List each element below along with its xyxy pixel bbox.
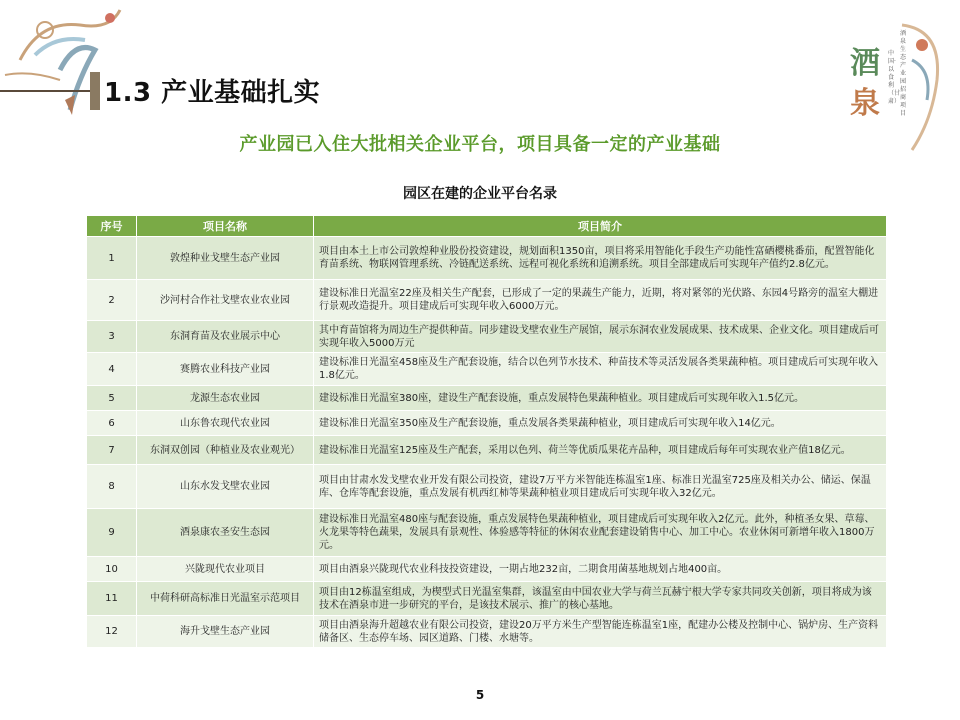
row-no: 9 xyxy=(87,509,137,557)
header-no: 序号 xyxy=(87,216,137,237)
table-row xyxy=(87,436,887,465)
row-name: 酒泉康农圣安生态园 xyxy=(137,509,314,557)
row-no: 2 xyxy=(87,280,137,321)
row-desc: 建设标准日光温室480座与配套设施，重点发展特色果蔬种植业，项目建成后可实现年收入2亿元。此外，种植圣女果、草莓、火龙果等特色蔬果，发展具有景观性、体验感等特征的休闲农业配套建设销售中心、加工中心。农业休闲可新增年收入1800万元。 xyxy=(314,509,887,557)
header-name: 项目名称 xyxy=(137,216,314,237)
row-no: 12 xyxy=(87,616,137,648)
row-name: 山东水发戈壁农业园 xyxy=(137,465,314,509)
row-desc: 建设标准日光温室380座，建设生产配套设施，重点发展特色果蔬种植业。项目建成后可实现年收入1.5亿元。 xyxy=(314,386,887,411)
table-row xyxy=(87,386,887,411)
title-row xyxy=(0,62,360,112)
row-name: 东洞育苗及农业展示中心 xyxy=(137,321,314,353)
page-title: 1.3 产业基础扎实 xyxy=(104,78,321,108)
row-no: 4 xyxy=(87,353,137,386)
table-row xyxy=(87,616,887,648)
table-row xyxy=(87,411,887,436)
brand-char-2: 泉 xyxy=(850,86,880,121)
row-name: 中荷科研高标准日光温室示范项目 xyxy=(137,582,314,616)
platform-table xyxy=(86,215,887,648)
row-no: 3 xyxy=(87,321,137,353)
table-row xyxy=(87,582,887,616)
row-desc: 建设标准日光温室125座及生产配套，采用以色列、荷兰等优质瓜果花卉品种，项目建成后每年可实现农业产值18亿元。 xyxy=(314,436,887,465)
row-no: 7 xyxy=(87,436,137,465)
row-name: 山东鲁农现代农业园 xyxy=(137,411,314,436)
row-no: 11 xyxy=(87,582,137,616)
page-subtitle: 产业园已入住大批相关企业平台，项目具备一定的产业基础 xyxy=(239,134,721,155)
row-desc: 建设标准日光温室350座及生产配套设施，重点发展各类果蔬种植业，项目建成后可实现年收入14亿元。 xyxy=(314,411,887,436)
row-name: 沙河村合作社戈壁农业农业园 xyxy=(137,280,314,321)
table-row xyxy=(87,280,887,321)
title-accent-bar xyxy=(90,72,100,110)
table-title: 园区在建的企业平台名录 xyxy=(403,186,557,202)
row-name: 龙源生态农业园 xyxy=(137,386,314,411)
row-no: 10 xyxy=(87,557,137,582)
table-row xyxy=(87,557,887,582)
row-name: 兴陇现代农业项目 xyxy=(137,557,314,582)
table-row xyxy=(87,321,887,353)
table-row xyxy=(87,465,887,509)
row-no: 6 xyxy=(87,411,137,436)
row-name: 东洞双创园（种植业及农业观光） xyxy=(137,436,314,465)
brand-char-1: 酒 xyxy=(850,46,880,81)
table-row xyxy=(87,353,887,386)
title-rule xyxy=(0,90,100,92)
row-desc: 项目由本土上市公司敦煌种业股份投资建设，规划面积1350亩，项目将采用智能化手段生产功能性富硒樱桃番茄，配置智能化育苗系统、物联网管理系统、冷链配送系统、远程可视化系统和追溯系统。项目全部建成后可实现年产值约2.8亿元。 xyxy=(314,237,887,280)
row-name: 海升戈壁生态产业园 xyxy=(137,616,314,648)
page-number: 5 xyxy=(475,688,485,702)
row-desc: 项目由酒泉兴陇现代农业科技投资建设，一期占地232亩，二期食用菌基地规划占地400亩。 xyxy=(314,557,887,582)
row-no: 1 xyxy=(87,237,137,280)
row-desc: 其中育苗馆将为周边生产提供种苗。同步建设戈壁农业生产展馆，展示东洞农业发展成果、技术成果、企业文化。项目建成后可实现年收入5000万元 xyxy=(314,321,887,353)
row-desc: 项目由甘肃水发戈壁农业开发有限公司投资，建设7万平方米智能连栋温室1座、标准日光温室725座及相关办公、储运、保温库、仓库等配套设施，重点发展有机西红柿等果蔬种植业项目建成后可实现年收入32亿元。 xyxy=(314,465,887,509)
row-no: 5 xyxy=(87,386,137,411)
row-no: 8 xyxy=(87,465,137,509)
table-row xyxy=(87,237,887,280)
table-header-row xyxy=(87,216,887,237)
header-desc: 项目简介 xyxy=(314,216,887,237)
row-desc: 项目由酒泉海升超越农业有限公司投资，建设20万平方米生产型智能连栋温室1座，配建办公楼及控制中心、锅炉房、生产资料储备区、生态停车场、园区道路、门楼、水塘等。 xyxy=(314,616,887,648)
row-name: 赛腾农业科技产业园 xyxy=(137,353,314,386)
row-desc: 建设标准日光温室22座及相关生产配套，已形成了一定的果蔬生产能力，近期，将对紧邻的光伏路、东园4号路旁的温室大棚进行景观改造提升。项目建成后可实现年收入6000万元。 xyxy=(314,280,887,321)
brand-side-text: 酒泉生态产业园招商项目 xyxy=(900,30,907,117)
row-desc: 建设标准日光温室458座及生产配套设施，结合以色列节水技术、种苗技术等灵活发展各类果蔬种植。项目建成后可实现年收入1.8亿元。 xyxy=(314,353,887,386)
table-row xyxy=(87,509,887,557)
row-desc: 项目由12栋温室组成，为楔型式日光温室集群，该温室由中国农业大学与荷兰瓦赫宁根大学专家共同攻关创新，项目将成为该技术在酒泉市进一步研究的平台，是该技术展示、推广的核心基地。 xyxy=(314,582,887,616)
row-name: 敦煌种业戈壁生态产业园 xyxy=(137,237,314,280)
brand-side-text-2: 中国·以食利（甘肃） xyxy=(888,50,901,105)
